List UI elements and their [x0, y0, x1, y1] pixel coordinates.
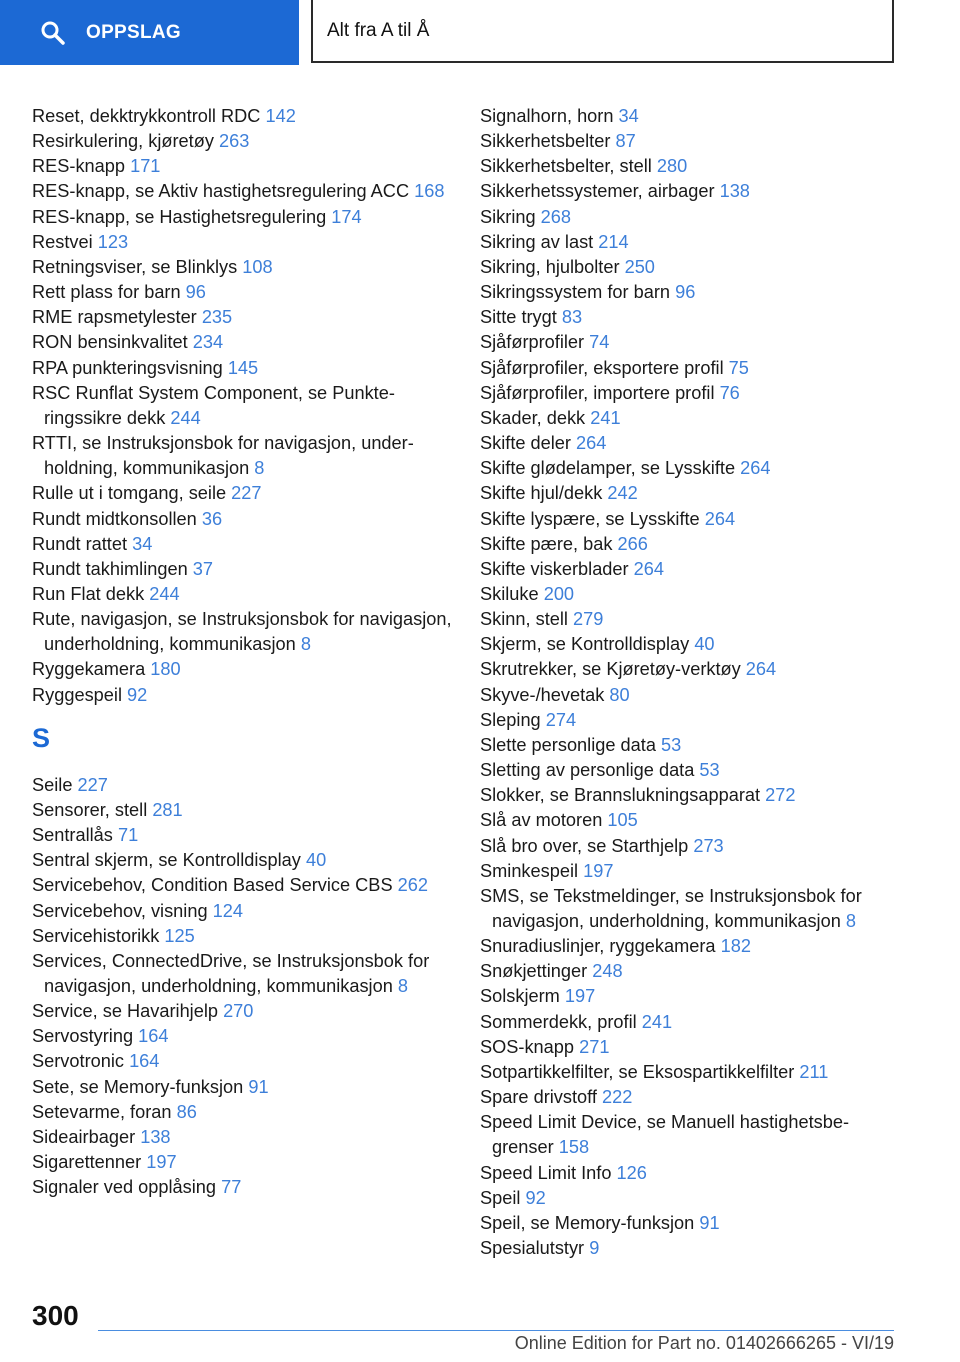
- index-entry: [32, 305, 462, 330]
- index-entry-text: Sentrallås: [32, 825, 113, 846]
- index-entry: [32, 129, 462, 154]
- index-entry: [32, 280, 462, 305]
- index-page-link[interactable]: 75: [728, 357, 749, 378]
- index-page-link[interactable]: 180: [150, 659, 181, 680]
- index-entry: [480, 104, 900, 129]
- index-page-link[interactable]: 235: [201, 307, 233, 328]
- index-entry: [480, 1110, 900, 1160]
- index-page-link[interactable]: 40: [305, 850, 327, 871]
- index-page-link[interactable]: 281: [152, 799, 183, 820]
- index-page-link[interactable]: 164: [129, 1051, 160, 1072]
- index-entry-text: Sikringssystem for barn: [480, 282, 671, 303]
- index-entry-text: Slå bro over, se Starthjelp: [480, 835, 689, 856]
- index-entry: [480, 280, 900, 305]
- index-entry-text: Signalhorn, horn: [480, 106, 614, 126]
- index-entry-text: Restvei: [32, 231, 93, 252]
- index-entry-text: Sotpartikkelfilter, se Eksospartikkelfilter: [480, 1061, 795, 1082]
- index-entry-text: RTTI, se Instruksjonsbok for navigasjon, underholdning, kommunikasjon: [32, 433, 414, 479]
- index-page-link[interactable]: 241: [590, 407, 621, 428]
- index-page-link[interactable]: 274: [545, 709, 577, 730]
- index-entry-text: Skifte deler: [480, 433, 571, 454]
- index-page-link[interactable]: 124: [212, 900, 243, 921]
- index-entry: [32, 1100, 462, 1125]
- index-entry-text: RPA punkteringsvisning: [32, 357, 223, 378]
- index-entry-text: Skifte lyspære, se Lysskifte: [480, 508, 700, 529]
- index-page-link[interactable]: 53: [699, 760, 720, 781]
- index-entry: [480, 255, 900, 280]
- index-page-link[interactable]: 71: [117, 825, 139, 846]
- index-entry: [480, 406, 900, 431]
- index-page-link[interactable]: 36: [201, 508, 223, 529]
- index-entry: [480, 1085, 900, 1110]
- index-page-link[interactable]: 145: [227, 357, 259, 378]
- index-page-link[interactable]: 138: [719, 181, 750, 202]
- index-page-link[interactable]: 8: [300, 634, 311, 655]
- index-entry: [32, 582, 462, 607]
- index-page-link[interactable]: 91: [248, 1076, 269, 1097]
- index-page-link[interactable]: 74: [589, 332, 610, 353]
- index-entry: [480, 381, 900, 406]
- index-page-link[interactable]: 279: [573, 609, 604, 630]
- index-entry-text: Servicebehov, Condition Based Service CBS: [32, 875, 393, 896]
- index-entry-text: Signaler ved opplåsing: [32, 1177, 217, 1198]
- index-entry: [480, 708, 900, 733]
- index-entry-text: RSC Runflat System Component, se Punkteringssikre dekk: [32, 382, 395, 428]
- index-page-link[interactable]: 264: [704, 508, 736, 529]
- index-page-link[interactable]: 83: [561, 307, 583, 328]
- index-entry: [32, 532, 462, 557]
- index-entry: [480, 305, 900, 330]
- index-entry-text: Sikring, hjulbolter: [480, 256, 620, 277]
- index-entry-text: Skifte viskerblader: [480, 558, 629, 579]
- index-page-link[interactable]: 158: [558, 1137, 590, 1158]
- index-entry-text: Slokker, se Brannslukningsapparat: [480, 785, 761, 806]
- index-entry-text: Servostyring: [32, 1026, 134, 1047]
- index-entry-text: Ryggekamera: [32, 659, 146, 680]
- index-page-link[interactable]: 40: [694, 634, 715, 655]
- index-page-link[interactable]: 280: [656, 156, 688, 177]
- index-entry-text: RME rapsmetylester: [32, 307, 197, 328]
- index-entry: [480, 733, 900, 758]
- footer-divider: [98, 1330, 894, 1331]
- index-entry-text: Services, ConnectedDrive, se Instruksjonsbok for navigasjon, underholdning, kommunikasjon: [32, 950, 430, 996]
- index-entry-text: Skinn, stell: [480, 609, 568, 630]
- index-page-link[interactable]: 168: [414, 181, 445, 202]
- index-entry: [32, 205, 462, 230]
- index-entry: [480, 1060, 900, 1085]
- index-page-link[interactable]: 105: [607, 810, 638, 831]
- index-page-link[interactable]: 244: [170, 407, 201, 428]
- index-page-link[interactable]: 8: [397, 976, 409, 996]
- index-entry-text: Skifte pære, bak: [480, 533, 613, 554]
- index-entry: [32, 481, 462, 506]
- section-letter: S: [32, 722, 51, 753]
- index-page-link[interactable]: 227: [77, 774, 108, 795]
- index-entry-text: Sjåførprofiler: [480, 332, 585, 353]
- index-entry-text: Rute, navigasjon, se Instruksjonsbok for navigasjon, underholdning, kommunikasjon: [32, 609, 452, 655]
- index-entry: [32, 823, 462, 848]
- index-entry: [32, 873, 462, 898]
- index-entry: [32, 179, 462, 204]
- index-entry-text: SMS, se Tekstmeldinger, se Instruksjonsbok for navigasjon, underholdning, kommunikasjon: [480, 885, 862, 931]
- index-entry: [480, 1161, 900, 1186]
- index-entry: [480, 607, 900, 632]
- index-entry: [32, 356, 462, 381]
- section-title-tab: [311, 0, 894, 63]
- index-page-link[interactable]: 271: [579, 1036, 610, 1057]
- index-entry-text: Skiluke: [480, 583, 539, 604]
- index-entry-text: Resirkulering, kjøretøy: [32, 131, 214, 152]
- index-entry-text: Skader, dekk: [480, 407, 586, 428]
- index-entry: [32, 507, 462, 532]
- index-entry-text: Spesialutstyr: [480, 1238, 585, 1259]
- search-tab[interactable]: [0, 0, 299, 65]
- index-entry: [480, 934, 900, 959]
- index-entry: [480, 557, 900, 582]
- index-entry-text: Sideairbager: [32, 1126, 136, 1147]
- index-entry-text: RES-knapp: [32, 156, 126, 177]
- index-entry: [480, 758, 900, 783]
- index-page-link[interactable]: 242: [607, 483, 638, 504]
- index-entry-text: Solskjerm: [480, 986, 560, 1007]
- index-page-link[interactable]: 200: [543, 583, 575, 604]
- index-entry: [32, 381, 462, 431]
- index-entry: [480, 431, 900, 456]
- index-entry-text: Skifte glødelamper, se Lysskifte: [480, 458, 736, 479]
- index-entry-text: Sminkespeil: [480, 860, 579, 881]
- index-entry: [480, 808, 900, 833]
- index-entry-text: Sensorer, stell: [32, 799, 148, 820]
- index-entry-text: Skjerm, se Kontrolldisplay: [480, 634, 690, 655]
- index-entry: [480, 632, 900, 657]
- index-entry-text: RON bensinkvalitet: [32, 332, 188, 353]
- index-entry: [32, 1175, 462, 1200]
- index-page-link[interactable]: 125: [164, 925, 195, 946]
- index-page-link[interactable]: 234: [192, 332, 224, 353]
- index-entry: [480, 154, 900, 179]
- index-entry-text: RES-knapp, se Hastighetsregulering: [32, 206, 327, 227]
- index-entry: [32, 657, 462, 682]
- index-entry: [32, 924, 462, 949]
- index-page-link[interactable]: 126: [616, 1162, 647, 1183]
- index-page-link[interactable]: 211: [799, 1061, 829, 1082]
- index-page-link[interactable]: 197: [564, 986, 596, 1007]
- index-entry-text: Slå av motoren: [480, 810, 603, 831]
- index-page-link[interactable]: 80: [609, 684, 630, 705]
- index-entry: [32, 683, 462, 708]
- index-entry: [480, 1236, 900, 1261]
- index-entry-text: Servicebehov, visning: [32, 900, 208, 921]
- index-entry-text: Sikring av last: [480, 231, 594, 252]
- index-entry-text: Sete, se Memory-funksjon: [32, 1076, 244, 1097]
- index-page-link[interactable]: 138: [140, 1126, 171, 1147]
- index-entry: [32, 230, 462, 255]
- index-entry-text: Servotronic: [32, 1051, 124, 1072]
- index-entry: [480, 582, 900, 607]
- index-entry: [480, 1186, 900, 1211]
- index-entry: [480, 507, 900, 532]
- section-title: Alt fra A til Å: [327, 19, 430, 41]
- index-entry-text: Rundt rattet: [32, 533, 128, 554]
- index-entry: [32, 154, 462, 179]
- index-entry-text: Rulle ut i tomgang, seile: [32, 483, 227, 504]
- index-list-s-right: [480, 104, 900, 1261]
- index-entry-text: Skifte hjul/dekk: [480, 483, 603, 504]
- index-entry: [480, 859, 900, 884]
- index-page-link[interactable]: 92: [127, 684, 148, 705]
- index-entry: [480, 959, 900, 984]
- index-entry: [480, 179, 900, 204]
- index-page-link[interactable]: 37: [192, 558, 213, 579]
- index-page-link[interactable]: 264: [633, 558, 665, 579]
- index-entry: [480, 532, 900, 557]
- index-page-link[interactable]: 227: [231, 483, 262, 504]
- index-entry-text: Rett plass for barn: [32, 282, 181, 303]
- index-page-link[interactable]: 262: [397, 875, 428, 896]
- index-page-link[interactable]: 250: [624, 256, 655, 277]
- index-entry-text: Sikkerhetsbelter, stell: [480, 156, 652, 177]
- index-entry-text: Sikkerhetssystemer, airbager: [480, 181, 715, 202]
- index-entry: [32, 330, 462, 355]
- index-page-link[interactable]: 197: [146, 1152, 177, 1173]
- index-entry: [32, 949, 462, 999]
- index-entry: [32, 607, 462, 657]
- index-page-link[interactable]: 266: [617, 533, 648, 554]
- index-page-link[interactable]: 77: [221, 1177, 242, 1198]
- index-column-right: [480, 104, 900, 1261]
- index-entry-text: Rundt midtkonsollen: [32, 508, 197, 529]
- index-entry: [480, 230, 900, 255]
- index-entry-text: Skrutrekker, se Kjøretøy-verktøy: [480, 659, 741, 680]
- index-entry-text: Spare drivstoff: [480, 1087, 597, 1108]
- index-page-link[interactable]: 9: [589, 1238, 600, 1259]
- index-entry-text: Speed Limit Info: [480, 1162, 612, 1183]
- index-entry: [32, 848, 462, 873]
- index-page-link[interactable]: 53: [661, 734, 682, 755]
- index-entry: [480, 481, 900, 506]
- index-page-link[interactable]: 174: [331, 206, 362, 227]
- index-entry-text: Run Flat dekk: [32, 583, 145, 604]
- index-page-link[interactable]: 91: [699, 1212, 720, 1233]
- index-entry: [32, 431, 462, 481]
- index-page-link[interactable]: 241: [641, 1011, 673, 1032]
- index-entry: [480, 984, 900, 1009]
- index-entry: [32, 557, 462, 582]
- index-entry-text: Servicehistorikk: [32, 925, 160, 946]
- index-entry-text: Seile: [32, 774, 73, 795]
- index-page-link[interactable]: 164: [138, 1026, 169, 1047]
- index-entry-text: Speil, se Memory-funksjon: [480, 1212, 695, 1233]
- index-page-link[interactable]: 264: [740, 458, 771, 479]
- index-column-left: [32, 104, 462, 1200]
- index-entry-text: Sommerdekk, profil: [480, 1011, 637, 1032]
- index-page-link[interactable]: 87: [615, 131, 636, 152]
- index-entry-text: Sentral skjerm, se Kontrolldisplay: [32, 850, 301, 871]
- index-entry-text: Skyve-/hevetak: [480, 684, 605, 705]
- index-entry: [32, 798, 462, 823]
- index-entry-text: Sleping: [480, 709, 541, 730]
- index-page-link[interactable]: 244: [149, 583, 180, 604]
- index-entry-text: Sjåførprofiler, importere profil: [480, 382, 715, 403]
- search-icon: [40, 20, 66, 46]
- index-entry-text: Setevarme, foran: [32, 1101, 172, 1122]
- index-page-link[interactable]: 268: [540, 206, 572, 227]
- index-page-link[interactable]: 8: [254, 458, 265, 479]
- index-entry-text: Retningsviser, se Blinklys: [32, 256, 238, 277]
- index-page-link[interactable]: 263: [218, 131, 250, 152]
- index-page-link[interactable]: 76: [719, 382, 740, 403]
- index-entry-text: Speil: [480, 1187, 521, 1208]
- index-page-link[interactable]: 197: [583, 860, 614, 881]
- index-page-link[interactable]: 34: [618, 106, 639, 126]
- page-number: 300: [32, 1300, 79, 1331]
- index-entry-text: Speed Limit Device, se Manuell hastighetsbegrenser: [480, 1112, 850, 1158]
- index-entry: [480, 783, 900, 808]
- index-entry-text: Sikkerhetsbelter: [480, 131, 611, 152]
- index-entry-text: Sitte trygt: [480, 307, 557, 328]
- index-entry-text: Sikring: [480, 206, 536, 227]
- index-entry: [32, 899, 462, 924]
- index-page-link[interactable]: 248: [592, 961, 623, 982]
- index-entry-text: Reset, dekktrykkontroll RDC: [32, 106, 261, 126]
- index-entry: [32, 255, 462, 280]
- index-page-link[interactable]: 8: [845, 911, 857, 931]
- index-entry: [480, 683, 900, 708]
- index-entry-text: Ryggespeil: [32, 684, 122, 705]
- index-entry-text: Sletting av personlige data: [480, 760, 695, 781]
- index-entry: [480, 456, 900, 481]
- index-entry: [480, 356, 900, 381]
- index-entry-text: Sjåførprofiler, eksportere profil: [480, 357, 724, 378]
- index-entry-text: Snøkjettinger: [480, 961, 588, 982]
- index-entry-text: Snuradiuslinjer, ryggekamera: [480, 936, 716, 957]
- index-page-link[interactable]: 214: [598, 231, 629, 252]
- search-tab-label: OPPSLAG: [86, 21, 182, 43]
- index-entry: [480, 1010, 900, 1035]
- index-entry: [32, 1049, 462, 1074]
- index-page-link[interactable]: 92: [525, 1187, 546, 1208]
- index-page-link[interactable]: 34: [132, 533, 153, 554]
- index-list-s-left: [32, 773, 462, 1201]
- index-entry: [32, 999, 462, 1024]
- index-entry: [32, 104, 462, 129]
- index-entry-text: RES-knapp, se Aktiv hastighetsregulering ACC: [32, 181, 410, 202]
- index-entry-text: Rundt takhimlingen: [32, 558, 188, 579]
- index-page-link[interactable]: 270: [223, 1001, 254, 1022]
- index-page-link[interactable]: 222: [602, 1087, 633, 1108]
- index-entry: [480, 330, 900, 355]
- index-entry: [32, 1150, 462, 1175]
- index-page-link[interactable]: 272: [765, 785, 796, 806]
- footer-edition-text: Online Edition for Part no. 01402666265 - VI/19: [514, 1333, 894, 1353]
- index-entry: [32, 1125, 462, 1150]
- index-page-link[interactable]: 96: [185, 282, 206, 303]
- index-entry: [32, 1024, 462, 1049]
- index-page-link[interactable]: 96: [675, 282, 696, 303]
- index-entry: [480, 884, 900, 934]
- index-entry: [480, 1035, 900, 1060]
- index-page-link[interactable]: 182: [720, 936, 751, 957]
- index-page-link[interactable]: 264: [745, 659, 777, 680]
- index-entry: [480, 657, 900, 682]
- index-entry-text: SOS-knapp: [480, 1036, 575, 1057]
- index-page-link[interactable]: 108: [242, 256, 273, 277]
- index-entry: [32, 773, 462, 798]
- index-page-link[interactable]: 273: [693, 835, 724, 856]
- index-entry: [32, 1075, 462, 1100]
- index-list-r: [32, 104, 462, 708]
- index-entry: [480, 205, 900, 230]
- index-page-link[interactable]: 142: [265, 106, 296, 126]
- index-entry: [480, 129, 900, 154]
- index-entry-text: Service, se Havarihjelp: [32, 1001, 218, 1022]
- index-page-link[interactable]: 123: [97, 231, 129, 252]
- index-entry-text: Sigarettenner: [32, 1152, 142, 1173]
- index-entry: [480, 834, 900, 859]
- index-page-link[interactable]: 264: [576, 433, 607, 454]
- index-page-link[interactable]: 171: [130, 156, 161, 177]
- index-page-link[interactable]: 86: [176, 1101, 197, 1122]
- index-entry-text: Slette personlige data: [480, 734, 656, 755]
- index-entry: [480, 1211, 900, 1236]
